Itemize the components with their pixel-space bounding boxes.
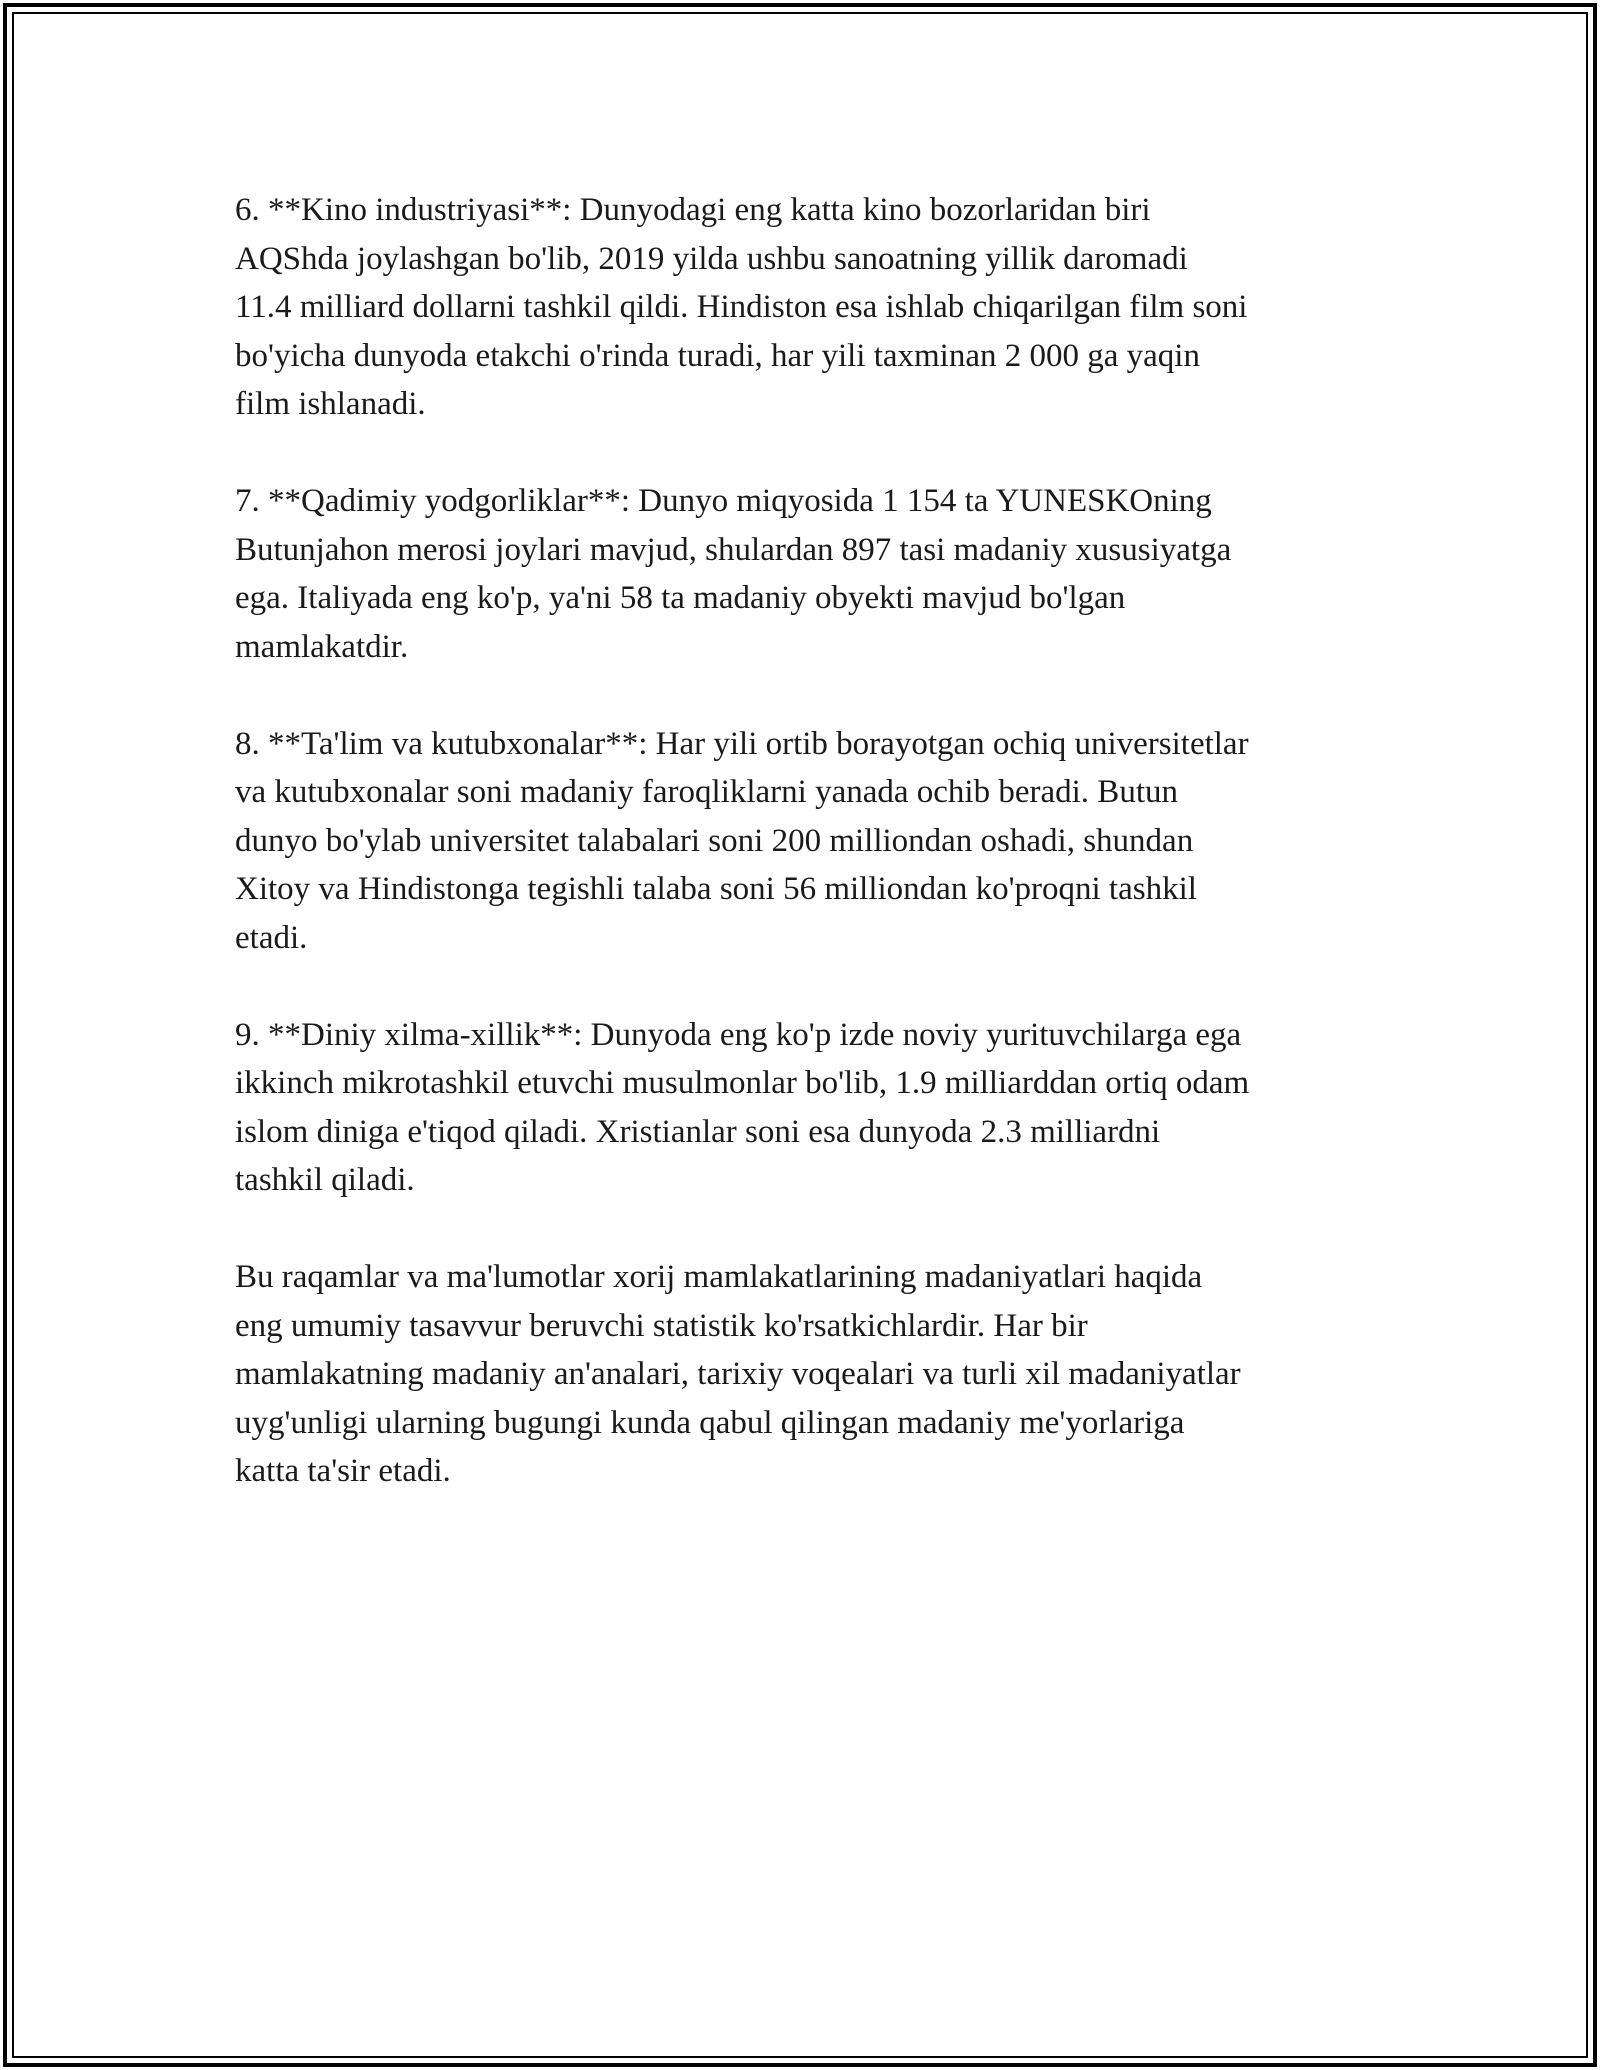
paragraph-talim-va-kutubxonalar: 8. **Ta'lim va kutubxonalar**: Har yili ortib borayotgan ochiq universitetlar va kutubxonalar soni madaniy faroqliklarni yanada ochib beradi. Butun dunyo bo'ylab universitet talabalari soni 200 milliondan oshadi, shundan Xitoy va Hindistonga tegishli talaba soni 56 milliondan ko'proqni tashkil etadi. — [235, 725, 1249, 956]
paragraph-kino-industriyasi: 6. **Kino industriyasi**: Dunyodagi eng katta kino bozorlaridan biri AQShda joylashgan bo'lib, 2019 yilda ushbu sanoatning yillik daromadi 11.4 milliard dollarni tashkil qildi. Hindiston esa ishlab chiqarilgan film soni bo'yicha dunyoda etakchi o'rinda turadi, har yili taxminan 2 000 ga yaqin film ishlanadi. — [235, 192, 1248, 422]
paragraph-conclusion: Bu raqamlar va ma'lumotlar xorij mamlakatlarining madaniyatlari haqida eng umumiy tasavvur beruvchi statistik ko'rsatkichlardir. Har bir mamlakatning madaniy an'analari, tarixiy voqealari va turli xil madaniyatlar uyg'unligi ularning bugungi kunda qabul qilingan madaniy me'yorlariga katta ta'sir etadi. — [235, 1259, 1241, 1489]
document-body — [235, 186, 1385, 1544]
paragraph-qadimiy-yodgorliklar: 7. **Qadimiy yodgorliklar**: Dunyo miqyosida 1 154 ta YUNESKOning Butunjahon merosi joylari mavjud, shulardan 897 tasi madaniy xususiyatga ega. Italiyada eng ko'p, ya'ni 58 ta madaniy obyekti mavjud bo'lgan mamlakatdir. — [235, 483, 1232, 665]
paragraph-diniy-xilma-xillik: 9. **Diniy xilma-xillik**: Dunyoda eng ko'p izde noviy yurituvchilarga ega ikkinch mikrotashkil etuvchi musulmonlar bo'lib, 1.9 milliarddan ortiq odam islom diniga e'tiqod qiladi. Xristianlar soni esa dunyoda 2.3 milliardni tashkil qiladi. — [235, 1016, 1250, 1198]
